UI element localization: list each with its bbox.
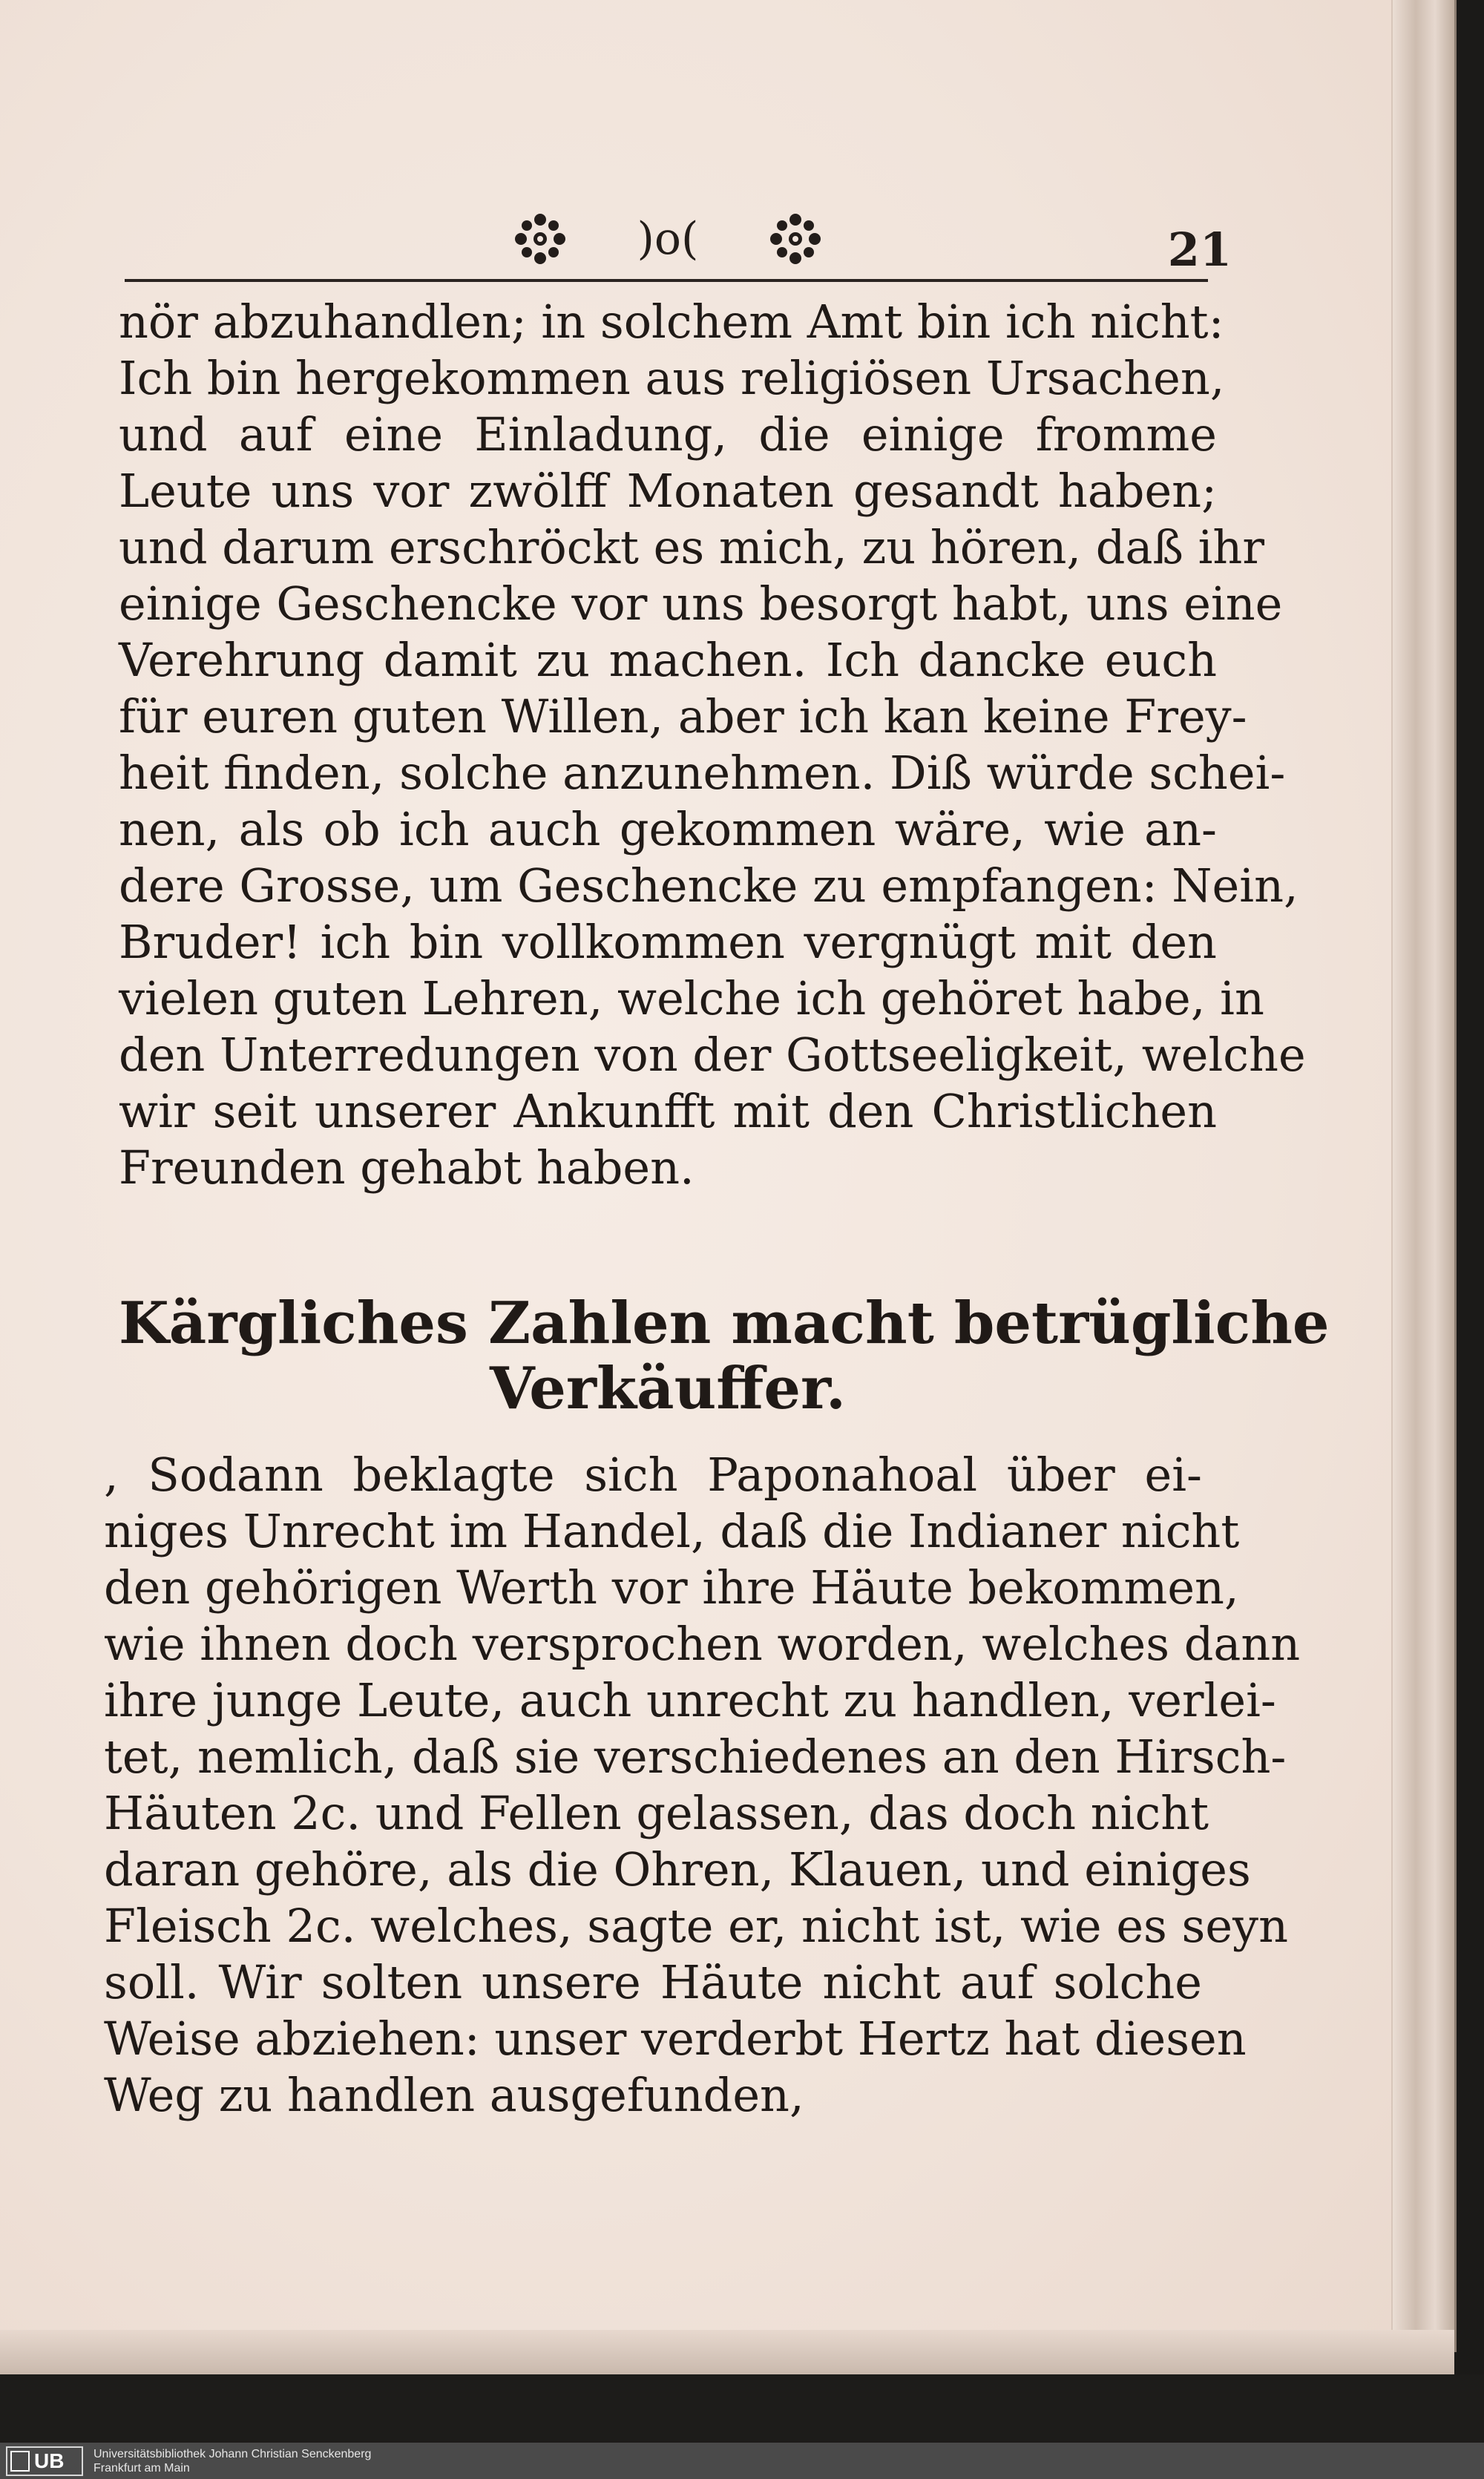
header-ornaments <box>512 209 824 269</box>
text-line: und darum erschröckt es mich, zu hören, daß ihr <box>119 520 1264 574</box>
scan-background <box>0 2374 1484 2443</box>
text-line: Weise abziehen: unser verderbt Hertz hat diesen <box>104 2012 1247 2066</box>
text-line: Ich bin hergekommen aus religiösen Ursachen, <box>119 351 1225 405</box>
text-line: , Sodann beklagte sich Paponahoal über ei- <box>104 1448 1202 1502</box>
flower-ornament-icon <box>512 211 568 267</box>
text-line: Fleisch 2c. welches, sagte er, nicht ist, wie es seyn <box>104 1899 1289 1953</box>
footer-line-2: Frankfurt am Main <box>93 2461 190 2475</box>
text-line: Verehrung damit zu machen. Ich dancke euch <box>119 633 1217 687</box>
text-line: wir seit unserer Ankunfft mit den Christlichen <box>119 1084 1217 1138</box>
text-line: tet, nemlich, daß sie verschiedenes an den Hirsch- <box>104 1730 1287 1784</box>
text-line: ihre junge Leute, auch unrecht zu handlen, verlei- <box>104 1673 1276 1727</box>
book-icon <box>10 2451 30 2472</box>
section-heading <box>119 1290 1330 1422</box>
text-line: wie ihnen doch versprochen worden, welches dann <box>104 1617 1301 1671</box>
text-line: nör abzuhandlen; in solchem Amt bin ich nicht: <box>119 295 1224 349</box>
text-line: Häuten 2c. und Fellen gelassen, das doch nicht <box>104 1786 1209 1840</box>
header-rule <box>125 279 1208 282</box>
footer-credit <box>93 2447 371 2475</box>
text-line: und auf eine Einladung, die einige fromme <box>119 407 1217 462</box>
logo-text: UB <box>34 2449 65 2472</box>
paragraph-1 <box>119 294 1306 1196</box>
text-line: Weg zu handlen ausgefunden, <box>104 2068 804 2122</box>
text-line: Leute uns vor zwölff Monaten gesandt haben; <box>119 464 1217 518</box>
text-line: vielen guten Lehren, welche ich gehöret habe, in <box>119 971 1264 1025</box>
text-line: den gehörigen Werth vor ihre Häute bekommen, <box>104 1560 1239 1615</box>
text-line: niges Unrecht im Handel, daß die Indianer nicht <box>104 1504 1240 1558</box>
text-line: soll. Wir solten unsere Häute nicht auf solche <box>104 1955 1202 2009</box>
text-line: einige Geschencke vor uns besorgt habt, uns eine <box>119 577 1283 631</box>
text-line: für euren guten Willen, aber ich kan keine Frey- <box>119 689 1247 743</box>
page-bottom-edge <box>0 2330 1454 2374</box>
center-ornament: )o( <box>637 213 699 265</box>
library-footer <box>0 2443 1484 2479</box>
paragraph-2 <box>104 1447 1301 2124</box>
text-line: nen, als ob ich auch gekommen wäre, wie an- <box>119 802 1217 856</box>
heading-line: Kärgliches Zahlen macht betrügliche <box>119 1290 1330 1357</box>
text-line: heit finden, solche anzunehmen. Diß würde schei- <box>119 746 1286 800</box>
text-line: den Unterredungen von der Gottseeligkeit, welche <box>119 1028 1306 1082</box>
flower-ornament-icon <box>767 211 824 267</box>
heading-line: Verkäuffer. <box>489 1355 847 1422</box>
page-number: 21 <box>1167 223 1232 277</box>
footer-line-1: Universitätsbibliothek Johann Christian Senckenberg <box>93 2447 372 2460</box>
text-line: dere Grosse, um Geschencke zu empfangen: Nein, <box>119 858 1298 913</box>
text-line: Bruder! ich bin vollkommen vergnügt mit den <box>119 915 1217 969</box>
text-line: daran gehöre, als die Ohren, Klauen, und einiges <box>104 1842 1251 1897</box>
library-logo <box>6 2446 83 2476</box>
text-line: Freunden gehabt haben. <box>119 1140 695 1195</box>
